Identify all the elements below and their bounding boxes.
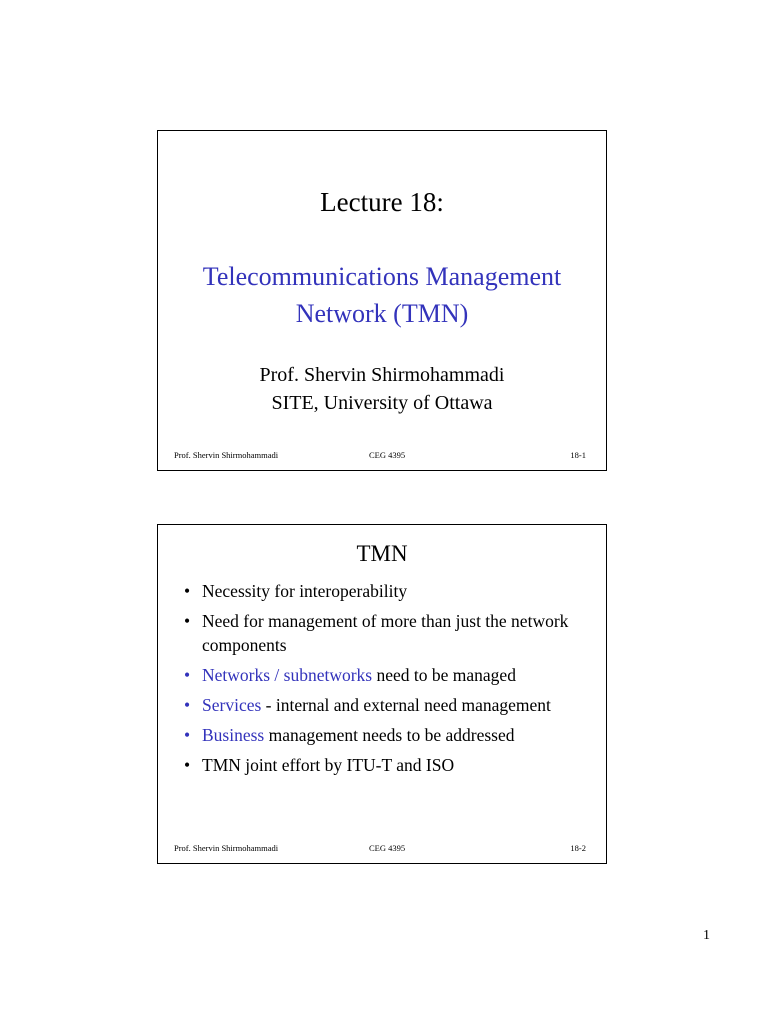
slide-1-author-block xyxy=(158,361,606,417)
slide-1-footer xyxy=(174,449,586,461)
slide-1-subtitle-line-2: Network (TMN) xyxy=(295,299,469,328)
bullet-item xyxy=(184,663,588,687)
slide-1-subtitle xyxy=(158,258,606,332)
bullet-text: - internal and external need management xyxy=(261,695,551,715)
bullet-text: TMN joint effort by ITU-T and ISO xyxy=(202,755,455,775)
slide-2-footer-course: CEG 4395 xyxy=(369,843,406,853)
slide-1-subtitle-line-1: Telecommunications Management xyxy=(202,262,562,291)
bullet-dot-icon: • xyxy=(184,695,191,715)
bullet-dot-icon: • xyxy=(184,611,191,631)
slide-2-footer-number: 18-2 xyxy=(570,843,586,853)
bullet-item xyxy=(184,609,588,657)
slide-1-author-name: Prof. Shervin Shirmohammadi xyxy=(259,364,505,386)
bullet-text: Necessity for interoperability xyxy=(202,581,408,601)
bullet-dot-icon: • xyxy=(184,581,191,601)
slide-2 xyxy=(157,524,607,864)
bullet-dot-icon: • xyxy=(184,725,191,745)
slide-2-bullet-list xyxy=(184,579,588,783)
bullet-text: management needs to be addressed xyxy=(264,725,515,745)
bullet-item xyxy=(184,723,588,747)
bullet-dot-icon: • xyxy=(184,755,191,775)
page-number: 1 xyxy=(703,928,710,943)
bullet-keyword: Networks / subnetworks xyxy=(202,665,373,685)
bullet-text: Need for management of more than just the network components xyxy=(202,611,569,655)
bullet-item xyxy=(184,753,588,777)
slide-1-title: Lecture 18: xyxy=(320,187,444,217)
bullet-keyword: Business xyxy=(202,725,265,745)
slide-2-footer xyxy=(174,842,586,854)
slide-1-footer-number: 18-1 xyxy=(570,450,586,460)
slide-1 xyxy=(157,130,607,471)
slide-1-footer-author: Prof. Shervin Shirmohammadi xyxy=(174,450,279,460)
slide-1-author-affiliation: SITE, University of Ottawa xyxy=(271,392,493,414)
slide-1-footer-course: CEG 4395 xyxy=(369,450,406,460)
bullet-keyword: Services xyxy=(202,695,262,715)
bullet-dot-icon: • xyxy=(184,665,191,685)
slide-2-title: TMN xyxy=(356,541,408,566)
bullet-item xyxy=(184,693,588,717)
bullet-text: need to be managed xyxy=(372,665,516,685)
bullet-item xyxy=(184,579,588,603)
slide-2-footer-author: Prof. Shervin Shirmohammadi xyxy=(174,843,279,853)
